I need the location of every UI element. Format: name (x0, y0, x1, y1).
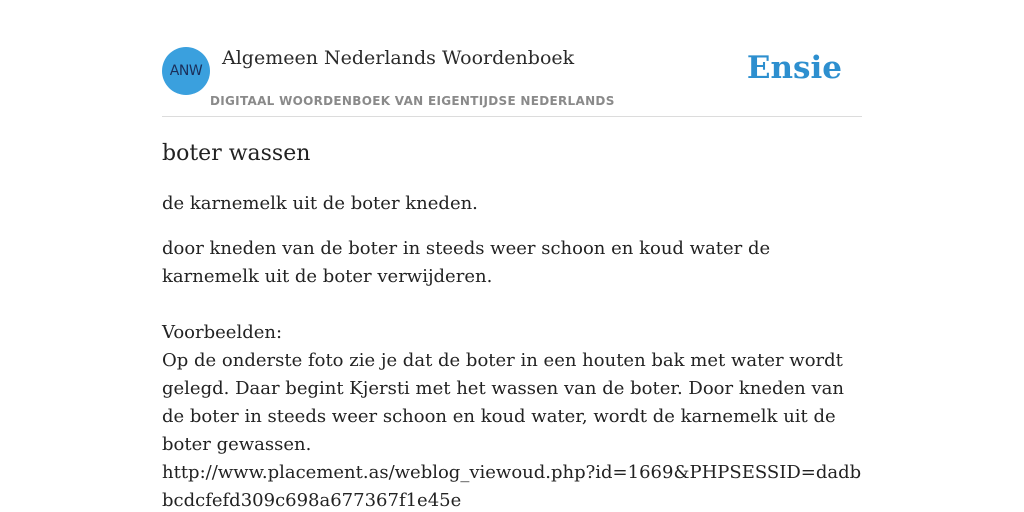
entry-title: boter wassen (162, 141, 311, 166)
entry-meaning: de karnemelk uit de boter kneden. (162, 193, 478, 214)
examples-section (162, 319, 862, 512)
entry-content (162, 138, 862, 512)
anw-logo[interactable] (162, 47, 210, 95)
site-title[interactable]: Algemeen Nederlands Woordenboek (222, 47, 575, 69)
site-header (162, 44, 862, 117)
examples-label: Voorbeelden: (162, 322, 283, 343)
site-subtitle: DIGITAAL WOORDENBOEK VAN EIGENTIJDSE NEDERLANDS (210, 94, 615, 108)
ensie-brand-link[interactable]: Ensie (746, 50, 842, 86)
entry-explanation: door kneden van de boter in steeds weer schoon en koud water de karnemelk uit de boter verwijderen. (162, 238, 771, 287)
logo-text: ANW (169, 63, 203, 79)
example-url: http://www.placement.as/weblog_viewoud.php?id=1669&PHPSESSID=dadbbcdcfefd309c698a677367f1e45e (162, 462, 862, 511)
example-text: Op de onderste foto zie je dat de boter in een houten bak met water wordt gelegd. Daar begint Kjersti met het wassen van de boter. Door kneden van de boter in steeds weer schoon en koud water, wordt de karnemelk uit de boter gewassen. (162, 350, 844, 455)
